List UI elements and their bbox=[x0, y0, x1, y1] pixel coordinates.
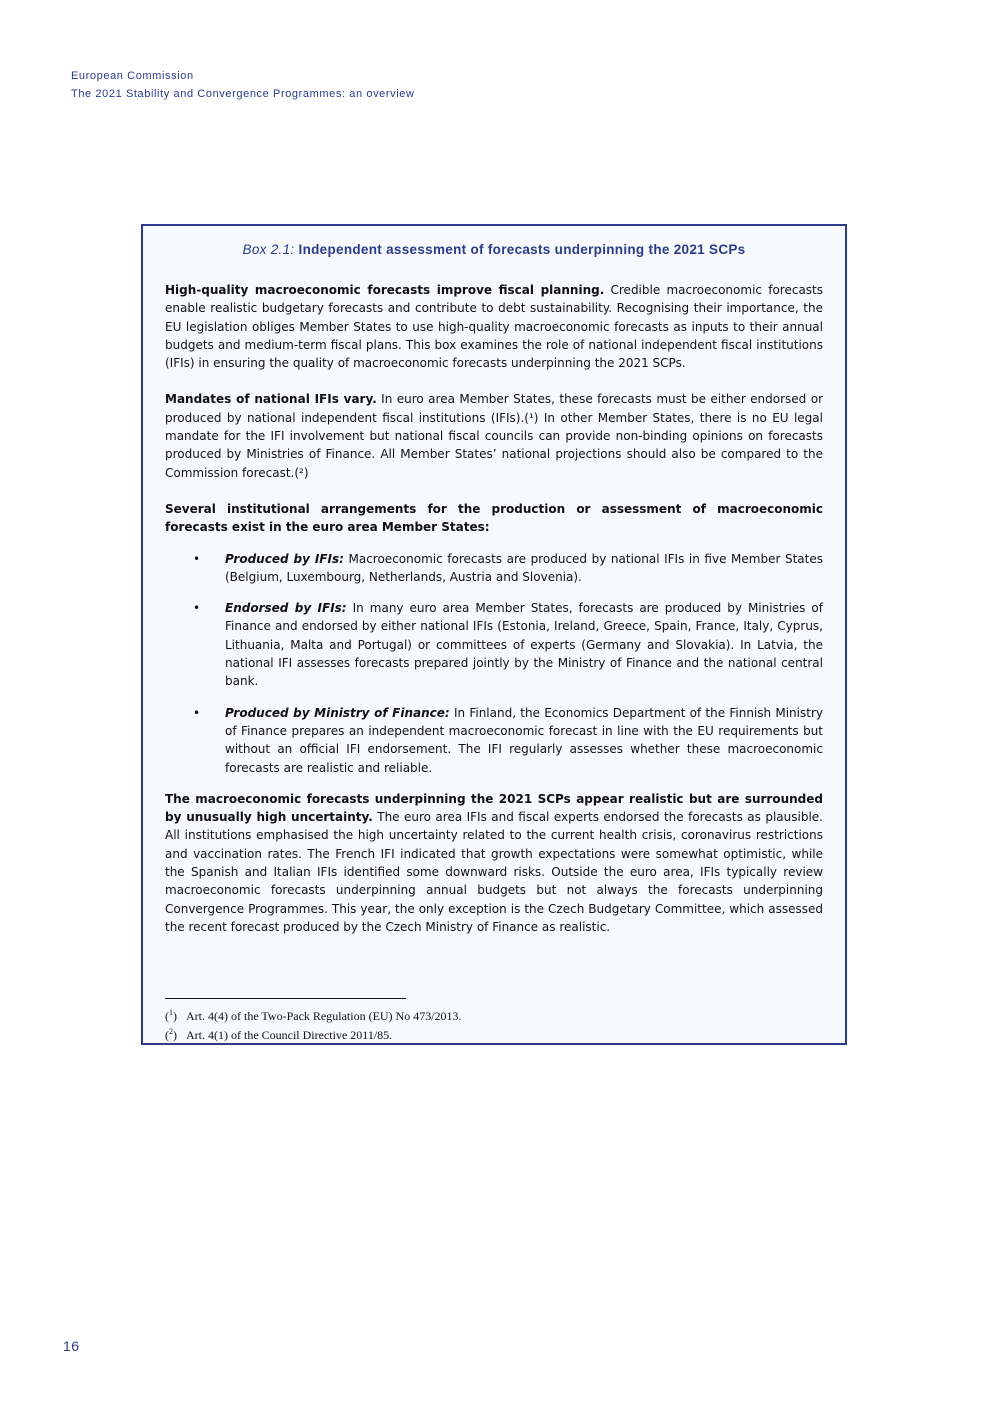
list-item-lead: Endorsed by IFIs: bbox=[225, 601, 347, 616]
bullet-icon: • bbox=[193, 601, 201, 616]
paragraph-4 bbox=[165, 790, 823, 936]
footnotes bbox=[165, 1005, 462, 1043]
paragraph-3 bbox=[165, 500, 823, 537]
list-item-body: Macroeconomic forecasts are produced by national IFIs in five Member States (Belgium, Luxembourg, Netherlands, Austria and Slovenia). bbox=[225, 551, 823, 584]
footnote-1: ($^1$) Art. 4(4) of the Two-Pack Regulation (EU) No 473/2013. bbox=[165, 1008, 462, 1023]
list-item bbox=[165, 550, 823, 587]
paragraph-4-body: The euro area IFIs and fiscal experts endorsed the forecasts as plausible. All institutions emphasised the high uncertainty related to the current health crisis, coronavirus restrictions and vaccination rates. The French IFI indicated that growth expectations were somewhat optimistic, while the Spanish and Italian IFIs identified some downward risks. Outside the euro area, IFIs typically review macroeconomic forecasts underpinning annual budgets but not always the forecasts underpinning Convergence Programmes. This year, the only exception is the Czech Budgetary Committee, which assessed the recent forecast produced by the Czech Ministry of Finance as realistic. bbox=[165, 810, 823, 934]
paragraph-2 bbox=[165, 390, 823, 481]
footnote-divider bbox=[165, 998, 406, 999]
list-item bbox=[165, 599, 823, 690]
info-box bbox=[141, 224, 847, 1045]
header-publisher: European Commission bbox=[71, 70, 194, 82]
page-number: 16 bbox=[63, 1338, 80, 1354]
header-publication-title: The 2021 Stability and Convergence Programmes: an overview bbox=[71, 88, 415, 100]
paragraph-2-body: In euro area Member States, these forecasts must be either endorsed or produced by national independent fiscal institutions (IFIs).(¹) In other Member States, there is no EU legal mandate for the IFI involvement but national fiscal councils can provide non-binding opinions on forecasts produced by Ministries of Finance. All Member States’ national projections should also be compared to the Commission forecast.(²) bbox=[165, 392, 823, 480]
list-item-lead: Produced by Ministry of Finance: bbox=[225, 705, 450, 720]
footnote-2: ($^2$) Art. 4(1) of the Council Directive 2011/85. bbox=[165, 1027, 393, 1042]
box-heading: Independent assessment of forecasts underpinning the 2021 SCPs bbox=[298, 242, 746, 257]
list-item-lead: Produced by IFIs: bbox=[225, 551, 344, 566]
arrangement-list bbox=[165, 550, 823, 777]
box-title bbox=[143, 242, 845, 257]
paragraph-4-lead: The macroeconomic forecasts underpinning the 2021 SCPs appear realistic but are surrounded by unusually high uncertainty. bbox=[165, 791, 823, 825]
list-item bbox=[165, 704, 823, 777]
page-header bbox=[71, 67, 415, 103]
footnote-2-marker: 2 bbox=[169, 1027, 173, 1036]
box-content bbox=[165, 281, 823, 954]
bullet-icon: • bbox=[193, 705, 201, 720]
list-item-body: In many euro area Member States, forecasts are produced by Ministries of Finance and endorsed by either national IFIs (Estonia, Ireland, Greece, Spain, France, Italy, Cyprus, Lithuania, Malta and Portugal) or committees of experts (Germany and Slovakia). In Latvia, the national IFI assesses forecasts prepared jointly by the Ministry of Finance and the national central bank. bbox=[225, 601, 824, 689]
box-label: Box 2.1: bbox=[242, 242, 295, 257]
paragraph-1-body: Credible macroeconomic forecasts enable realistic budgetary forecasts and contribute to debt sustainability. Recognising their importance, the EU legislation obliges Member States to use high-quality macroeconomic forecasts as inputs to their annual budgets and medium-term fiscal plans. This box examines the role of national independent fiscal institutions (IFIs) in ensuring the quality of macroeconomic forecasts underpinning the 2021 SCPs. bbox=[165, 283, 824, 371]
paragraph-2-lead: Mandates of national IFIs vary. bbox=[165, 392, 377, 407]
footnote-2-text: Art. 4(1) of the Council Directive 2011/85. bbox=[186, 1028, 393, 1042]
paragraph-3-lead: Several institutional arrangements for the production or assessment of macroeconomic forecasts exist in the euro area Member States: bbox=[165, 501, 823, 535]
paragraph-1-lead: High-quality macroeconomic forecasts improve fiscal planning. bbox=[165, 283, 605, 297]
footnote-1-text: Art. 4(4) of the Two-Pack Regulation (EU) No 473/2013. bbox=[186, 1009, 462, 1023]
paragraph-1 bbox=[165, 281, 823, 372]
list-item-body: In Finland, the Economics Department of the Finnish Ministry of Finance prepares an independent macroeconomic forecast in line with the EU requirements but without an official IFI endorsement. The IFI regularly assesses whether these macroeconomic forecasts are realistic and reliable. bbox=[225, 705, 823, 775]
footnote-1-marker: 1 bbox=[169, 1008, 173, 1017]
bullet-icon: • bbox=[193, 551, 201, 566]
